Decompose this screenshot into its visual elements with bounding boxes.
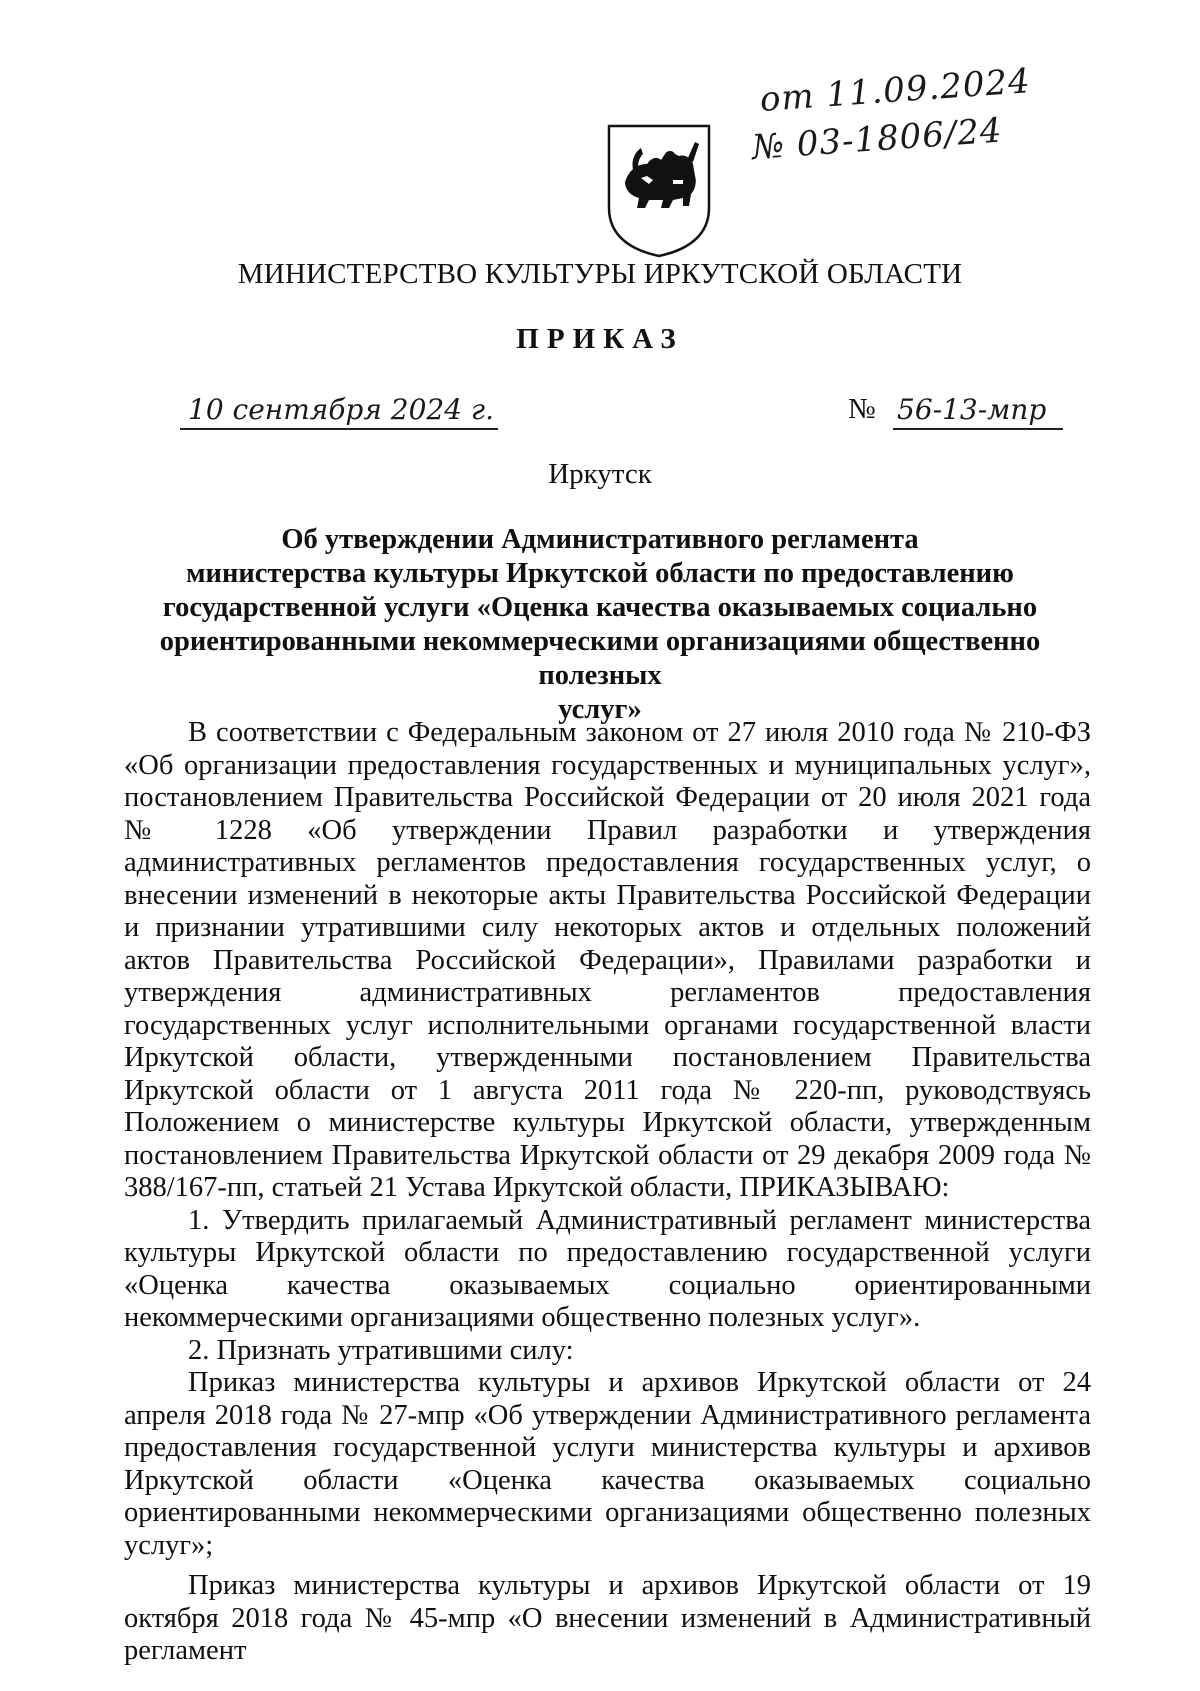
order-date bbox=[180, 392, 498, 430]
item-2a-paragraph: Приказ министерства культуры и архивов Иркутской области от 24 апреля 2018 года № 27-мпр «Об утверждении Административного регламента предоставления государственной услуги министерства культуры и архивов Иркутской области «Оценка качества оказываемых социально ориентированными некоммерческими организациями общественно полезных услуг»; bbox=[124, 1367, 1091, 1561]
registration-number: № 03-1806/24 bbox=[750, 110, 1004, 168]
item-2-paragraph: 2. Признать утратившими силу: bbox=[188, 1334, 574, 1366]
registration-note bbox=[750, 61, 1060, 170]
order-number-label: № bbox=[848, 393, 876, 425]
order-number bbox=[893, 392, 1063, 430]
city: Иркутск bbox=[548, 458, 652, 490]
subject-line: министерства культуры Иркутской области по предоставлению bbox=[186, 558, 1014, 589]
ministry-name: МИНИСТЕРСТВО КУЛЬТУРЫ ИРКУТСКОЙ ОБЛАСТИ bbox=[237, 258, 963, 290]
subject-line: государственной услуги «Оценка качества оказываемых социально bbox=[162, 592, 1038, 623]
irkutsk-coat-of-arms-icon bbox=[603, 120, 715, 260]
item-1-paragraph: 1. Утвердить прилагаемый Административный регламент министерства культуры Иркутской области по предоставлению государственной услуги «Оценка качества оказываемых социально ориентированными некоммерческими организациями общественно полезных услуг». bbox=[124, 1204, 1091, 1333]
subject-line: услуг» bbox=[558, 694, 642, 725]
preamble-paragraph: В соответствии с Федеральным законом от 27 июля 2010 года № 210-ФЗ «Об организации предоставления государственных и муниципальных услуг», постановлением Правительства Российской Федерации от 20 июля 2021 года № 1228 «Об утверждении Правил разработки и утверждения административных регламентов предоставления государственных услуг, о внесении изменений в некоторые акты Правительства Российской Федерации и признании утратившими силу некоторых актов и отдельных положений актов Правительства Российской Федерации», Правилами разработки и утверждения административных регламентов предоставления государственных услуг исполнительными органами государственной власти Иркутской области, утвержденными постановлением Правительства Иркутской области от 1 августа 2011 года № 220-пп, руководствуясь Положением о министерстве культуры Иркутской области, утвержденным постановлением Правительства Иркутской области от 29 декабря 2009 года № 388/167-пп, статьей 21 Устава Иркутской области, ПРИКАЗЫВАЮ: bbox=[124, 717, 1091, 1203]
order-body bbox=[124, 717, 1091, 1668]
order-number-handwritten: 56-13-мпр bbox=[897, 393, 1047, 426]
subject-line: ориентированными некоммерческими организациями общественно полезных bbox=[159, 626, 1041, 691]
document-type: ПРИКАЗ bbox=[516, 323, 684, 355]
subject-line: Об утверждении Административного регламента bbox=[281, 524, 919, 555]
item-2b-paragraph: Приказ министерства культуры и архивов Иркутской области от 19 октября 2018 года № 45-мпр «О внесении изменений в Административный регламент bbox=[124, 1570, 1091, 1666]
order-subject bbox=[100, 523, 1100, 727]
order-date-handwritten: 10 сентября 2024 г. bbox=[188, 393, 494, 426]
registration-date: от 11.09.2024 bbox=[758, 61, 1032, 120]
